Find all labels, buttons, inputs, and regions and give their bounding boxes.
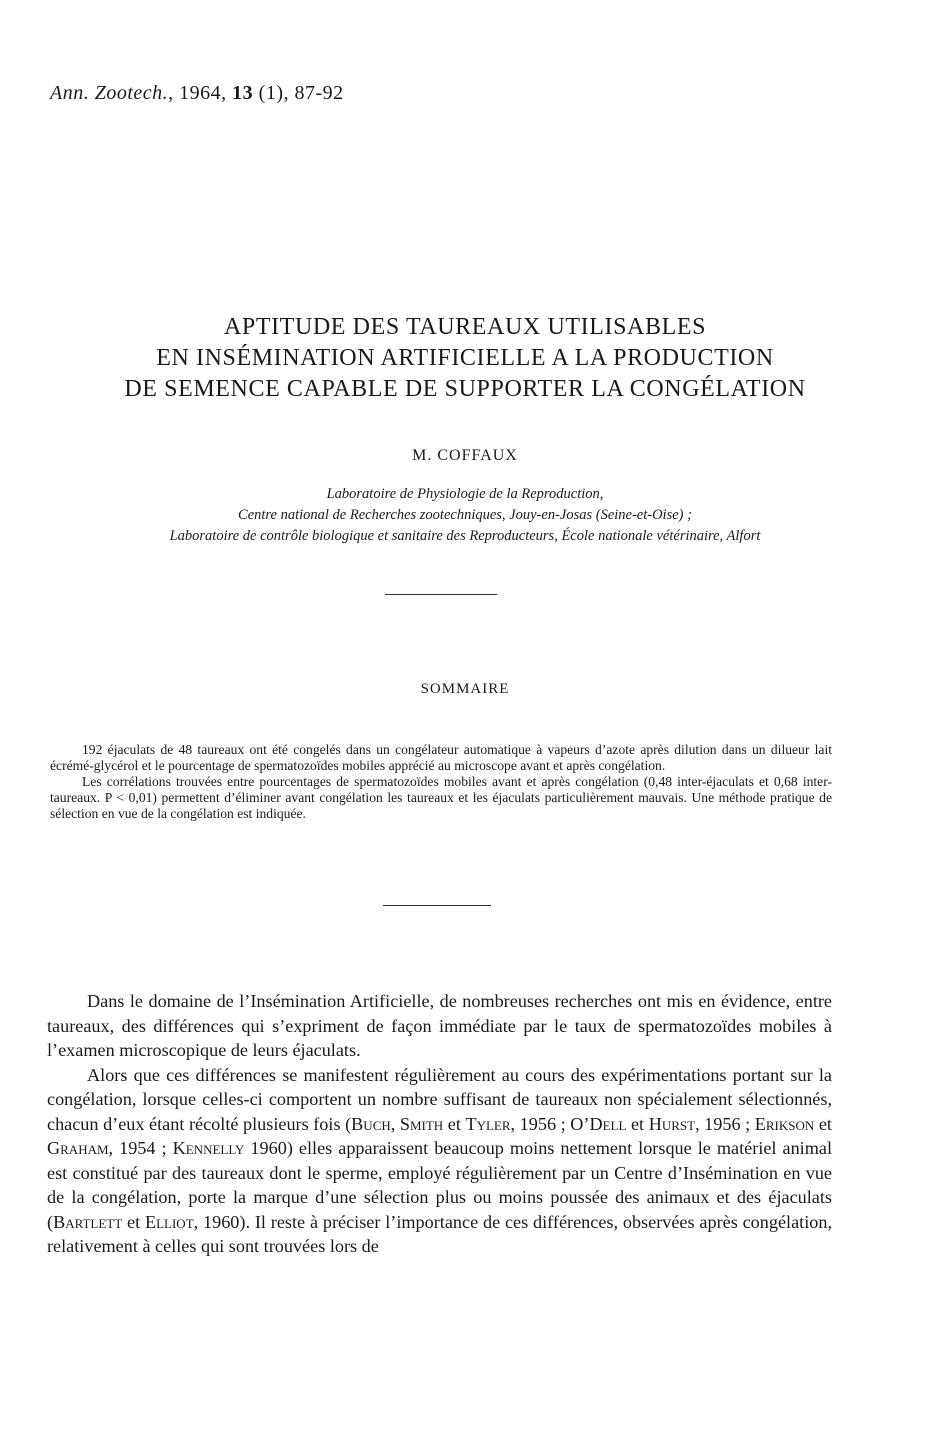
reference-year: , 1960 [193,1211,240,1232]
reference-conjunction: et [122,1211,145,1232]
journal-citation: Ann. Zootech., 1964, 13 (1), 87-92 [50,82,344,104]
journal-issue-pages: (1), 87-92 [258,82,344,104]
journal-volume: 13 [232,82,254,104]
reference-author: Hurst [648,1113,696,1134]
reference-author: Graham [47,1138,109,1158]
reference-conjunction: et [443,1113,466,1134]
journal-name: Ann. Zootech. [50,82,169,104]
affiliation-line-1: Laboratoire de Physiologie de la Reproduction, [326,486,604,502]
affiliation-line-3: Laboratoire de contrôle biologique et sanitaire des Reproducteurs, École nationale vétérinaire, Alfort [169,528,761,544]
reference-year: , 1956 ; [510,1113,571,1134]
reference-author: Elliot [144,1211,194,1232]
article-body [47,989,832,1259]
body-paragraph-2-part-a: Alors que ces différences se manifestent régulièrement au cours des expérimentations portant sur la congélation, lorsque celles-ci comportent un nombre suffisant de taureaux non spécialement sélectionnés, chacun d’eux étant récolté plusieurs fois ( [47,1064,832,1134]
title-line-2: EN INSÉMINATION ARTIFICIELLE A LA PRODUCTION [156,345,774,371]
body-paragraph-1: Dans le domaine de l’Insémination Artificielle, de nombreuses recherches ont mis en évidence, entre taureaux, des différences qui s’expriment de façon immédiate par le taux de spermatozoïdes mobiles à l’examen microscopique de leurs éjaculats. [47,991,832,1060]
reference-year: , 1956 ; [695,1113,755,1134]
separator-rule-top [385,594,497,595]
affiliation-line-2: Centre national de Recherches zootechniques, Jouy-en-Josas (Seine-et-Oise) ; [238,507,692,523]
body-paragraph-2-part-b: ) elles apparaissent beaucoup moins nettement lorsque le matériel animal est constitué par des taureaux dont le sperme, employé régulièrement par un Centre d’Insémination en vue de la congélation, porte la marque d’une sélection plus ou moins poussée des animaux et des éjaculats ( [47,1138,833,1232]
author-affiliations [0,484,930,547]
reference-year: , 1954 ; [108,1138,173,1158]
summary-block [50,742,832,822]
reference-year: 1960 [244,1138,287,1158]
reference-conjunction: et [626,1113,649,1134]
journal-year: 1964, [179,82,227,104]
body-paragraph-2 [47,1063,832,1259]
reference-conjunction: et [814,1113,832,1134]
title-line-1: APTITUDE DES TAUREAUX UTILISABLES [223,314,707,340]
reference-author: Buch, Smith [351,1113,444,1134]
reference-author: Kennelly [172,1138,245,1158]
title-line-3: DE SEMENCE CAPABLE DE SUPPORTER LA CONGÉLATION [124,376,806,402]
author-name: M. COFFAUX [412,447,518,464]
reference-author: O’Dell [570,1113,627,1134]
summary-paragraph-2: Les corrélations trouvées entre pourcentages de spermatozoïdes mobiles avant et après congélation (0,48 inter-éjaculats et 0,68 inter-taureaux. P < 0,01) permettent d’éliminer avant congélation les taureaux et les éjaculats particulièrement mauvais. Une méthode pratique de sélection en vue de la congélation est indiquée. [50,774,832,821]
reference-author: Bartlett [53,1211,123,1232]
reference-author: Erikson [754,1113,815,1134]
reference-author: Tyler [465,1113,511,1134]
separator-rule-bottom [383,905,491,906]
summary-heading: SOMMAIRE [420,681,510,697]
summary-paragraph-1: 192 éjaculats de 48 taureaux ont été congelés dans un congélateur automatique à vapeurs d’azote après dilution dans un dilueur lait écrémé-glycérol et le pourcentage de spermatozoïdes mobiles apprécié au microscope avant et après congélation. [50,742,832,773]
body-paragraph-2-part-c: ). Il reste à préciser l’importance de ces différences, observées après congélation, relativement à celles qui sont trouvées lors de [47,1211,833,1256]
article-title [0,312,930,405]
